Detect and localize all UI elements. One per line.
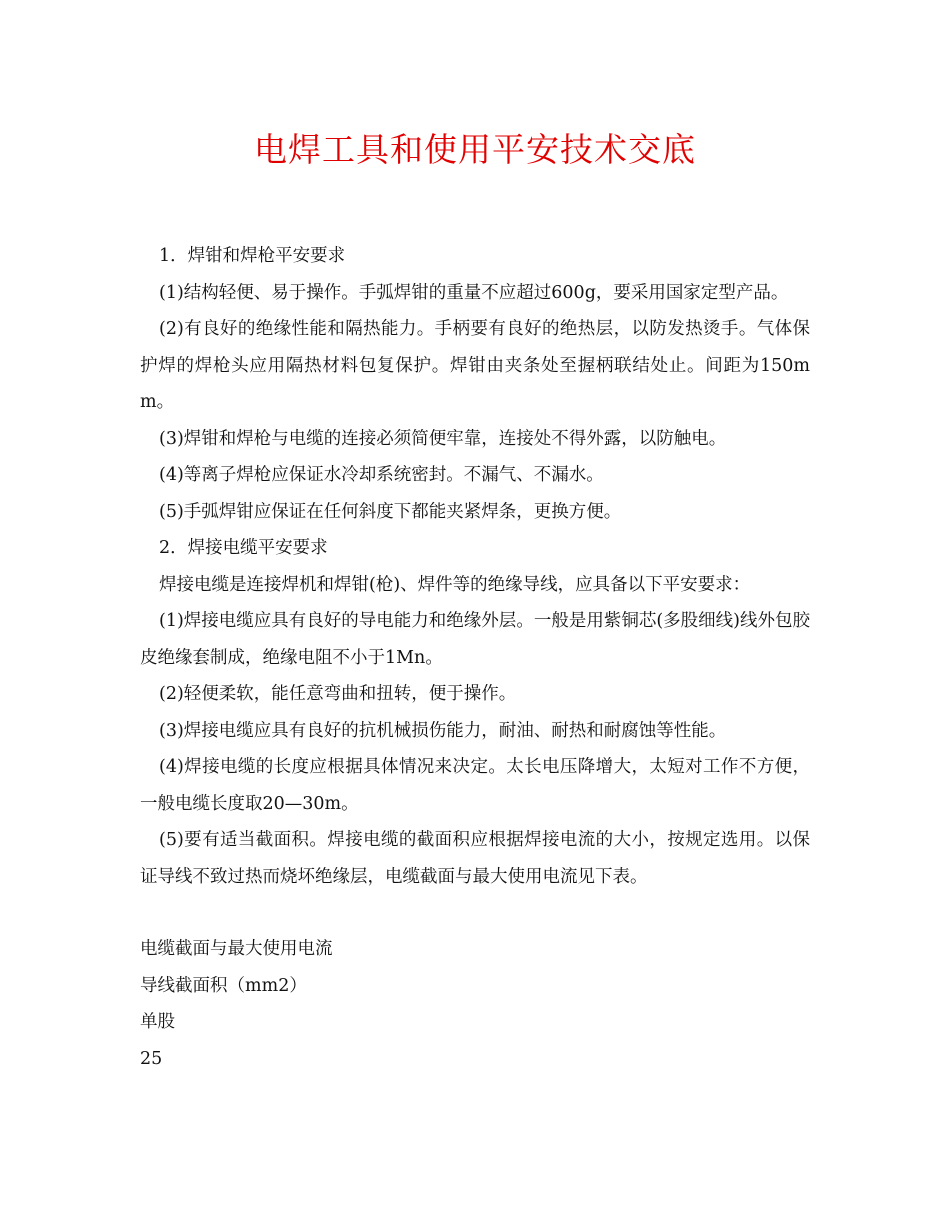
paragraph: (3)焊接电缆应具有良好的抗机械损伤能力，耐油、耐热和耐腐蚀等性能。 bbox=[159, 720, 727, 741]
paragraph: 焊接电缆是连接焊机和焊钳(枪)、焊件等的绝缘导线，应具备以下平安要求： bbox=[159, 574, 751, 595]
table-cell: 25 bbox=[140, 1048, 163, 1069]
paragraph: (2)轻便柔软，能任意弯曲和扭转，便于操作。 bbox=[159, 684, 517, 704]
paragraph: (5)手弧焊钳应保证在任何斜度下都能夹紧焊条，更换方便。 bbox=[159, 501, 622, 522]
paragraph: (4)焊接电缆的长度应根据具体情况来决定。太长电压降增大，太短对工作不方便，一般电缆长度取20—30m。 bbox=[140, 757, 810, 814]
document-title: 电焊工具和使用平安技术交底 bbox=[254, 130, 696, 169]
table-header-cell: 导线截面积（mm2） bbox=[140, 975, 307, 996]
paragraph: (5)要有适当截面积。焊接电缆的截面积应根据焊接电流的大小，按规定选用。以保证导线不致过热而烧坏绝缘层，电缆截面与最大使用电流见下表。 bbox=[140, 830, 810, 887]
paragraph: (2)有良好的绝缘性能和隔热能力。手柄要有良好的绝热层，以防发热烫手。气体保护焊的焊枪头应用隔热材料包复保护。焊钳由夹条处至握柄联结处止。间距为150mm。 bbox=[140, 319, 810, 412]
spacer bbox=[140, 895, 810, 931]
paragraph: (4)等离子焊枪应保证水冷却系统密封。不漏气、不漏水。 bbox=[159, 465, 604, 485]
document-body bbox=[140, 238, 810, 1077]
section-heading-welding-tongs: 1．焊钳和焊枪平安要求 bbox=[159, 246, 346, 266]
paragraph: (1)结构轻便、易于操作。手弧焊钳的重量不应超过600g，要采用国家定型产品。 bbox=[159, 282, 789, 303]
table-header-cell: 单股 bbox=[140, 1012, 175, 1032]
section-heading-welding-cable: 2．焊接电缆平安要求 bbox=[159, 538, 328, 558]
paragraph: (1)焊接电缆应具有良好的导电能力和绝缘外层。一般是用紫铜芯(多股细线)线外包胶皮绝缘套制成，绝缘电阻不小于1Mn。 bbox=[140, 611, 810, 668]
table-caption: 电缆截面与最大使用电流 bbox=[140, 939, 333, 959]
paragraph: (3)焊钳和焊枪与电缆的连接必须简便牢靠，连接处不得外露，以防触电。 bbox=[159, 428, 727, 449]
